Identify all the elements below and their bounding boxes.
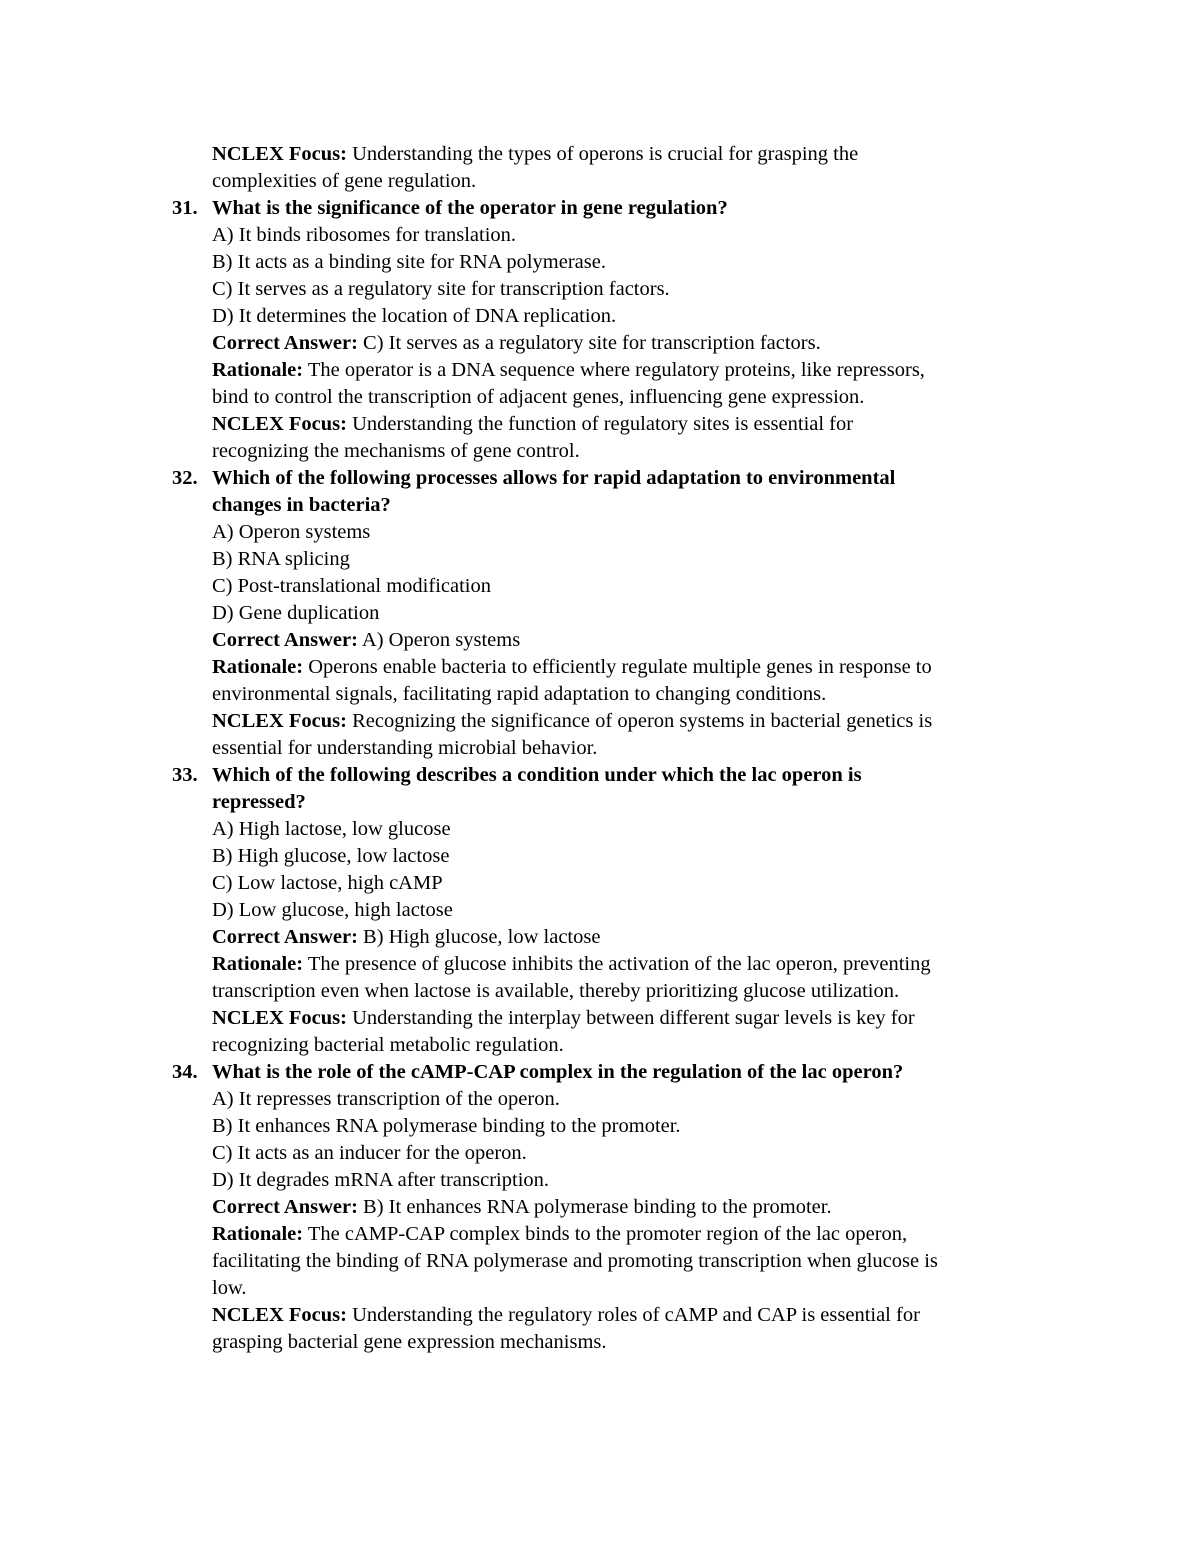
focus-text: recognizing bacterial metabolic regulation. — [212, 1034, 564, 1056]
rationale-text: bind to control the transcription of adjacent genes, influencing gene expression. — [212, 386, 865, 408]
option-c: C) It serves as a regulatory site for transcription factors. — [212, 278, 670, 300]
nclex-focus — [0, 411, 1200, 438]
focus-text: complexities of gene regulation. — [212, 170, 477, 192]
correct-answer — [0, 1194, 1200, 1221]
option-d: D) Low glucose, high lactose — [212, 899, 453, 921]
question-31 — [0, 195, 1200, 465]
correct-answer — [0, 924, 1200, 951]
focus-label: NCLEX Focus: — [212, 143, 347, 165]
intro-focus-line-2 — [0, 168, 1200, 195]
question-stem — [0, 1059, 1200, 1086]
rationale-text: The operator is a DNA sequence where regulatory proteins, like repressors, — [303, 359, 925, 381]
option-c: C) Post-translational modification — [212, 575, 491, 597]
rationale-text: Operons enable bacteria to efficiently regulate multiple genes in response to — [303, 656, 932, 678]
rationale-text: transcription even when lactose is available, thereby prioritizing glucose utilization. — [212, 980, 900, 1002]
question-text: What is the significance of the operator in gene regulation? — [212, 197, 728, 219]
nclex-focus — [0, 708, 1200, 735]
question-text: changes in bacteria? — [212, 494, 391, 516]
option-a: A) High lactose, low glucose — [212, 818, 451, 840]
answer-label: Correct Answer: — [212, 1196, 358, 1218]
option-b: B) High glucose, low lactose — [212, 845, 450, 867]
rationale — [0, 951, 1200, 978]
question-text: Which of the following describes a condition under which the lac operon is — [212, 764, 862, 786]
option-c: C) It acts as an inducer for the operon. — [212, 1142, 527, 1164]
rationale-text: environmental signals, facilitating rapid adaptation to changing conditions. — [212, 683, 827, 705]
rationale — [0, 1221, 1200, 1248]
focus-text: Understanding the interplay between different sugar levels is key for — [346, 1007, 915, 1029]
focus-text: Understanding the function of regulatory sites is essential for — [346, 413, 854, 435]
rationale-text: The cAMP-CAP complex binds to the promoter region of the lac operon, — [303, 1223, 908, 1245]
question-number: 33. — [172, 764, 198, 786]
answer-label: Correct Answer: — [212, 332, 358, 354]
question-34 — [0, 1059, 1200, 1356]
focus-text: Recognizing the significance of operon systems in bacterial genetics is — [346, 710, 933, 732]
focus-label: NCLEX Focus: — [212, 710, 347, 732]
answer-label: Correct Answer: — [212, 629, 358, 651]
focus-text: essential for understanding microbial behavior. — [212, 737, 598, 759]
question-number: 34. — [172, 1061, 198, 1083]
rationale-label: Rationale: — [212, 359, 304, 381]
correct-answer — [0, 330, 1200, 357]
question-text: Which of the following processes allows for rapid adaptation to environmental — [212, 467, 896, 489]
option-c: C) Low lactose, high cAMP — [212, 872, 443, 894]
rationale — [0, 654, 1200, 681]
option-b: B) RNA splicing — [212, 548, 350, 570]
option-a: A) It represses transcription of the operon. — [212, 1088, 560, 1110]
question-text: repressed? — [212, 791, 306, 813]
question-number: 32. — [172, 467, 198, 489]
focus-text: Understanding the types of operons is crucial for grasping the — [346, 143, 859, 165]
option-b: B) It enhances RNA polymerase binding to the promoter. — [212, 1115, 681, 1137]
rationale-text: The presence of glucose inhibits the activation of the lac operon, preventing — [303, 953, 931, 975]
answer-text: B) High glucose, low lactose — [357, 926, 601, 948]
option-a: A) It binds ribosomes for translation. — [212, 224, 517, 246]
question-32 — [0, 465, 1200, 762]
option-b: B) It acts as a binding site for RNA polymerase. — [212, 251, 606, 273]
answer-label: Correct Answer: — [212, 926, 358, 948]
focus-text: Understanding the regulatory roles of cAMP and CAP is essential for — [346, 1304, 920, 1326]
question-33 — [0, 762, 1200, 1059]
rationale-label: Rationale: — [212, 1223, 304, 1245]
question-number: 31. — [172, 197, 198, 219]
question-text: What is the role of the cAMP-CAP complex in the regulation of the lac operon? — [212, 1061, 904, 1083]
rationale-text: low. — [212, 1277, 247, 1299]
rationale-text: facilitating the binding of RNA polymerase and promoting transcription when glucose is — [212, 1250, 938, 1272]
focus-label: NCLEX Focus: — [212, 413, 347, 435]
correct-answer — [0, 627, 1200, 654]
question-stem — [0, 762, 1200, 789]
rationale — [0, 357, 1200, 384]
nclex-focus — [0, 1005, 1200, 1032]
focus-text: recognizing the mechanisms of gene control. — [212, 440, 580, 462]
question-stem — [0, 195, 1200, 222]
nclex-focus — [0, 1302, 1200, 1329]
option-d: D) It degrades mRNA after transcription. — [212, 1169, 550, 1191]
focus-label: NCLEX Focus: — [212, 1007, 347, 1029]
question-stem — [0, 465, 1200, 492]
answer-text: C) It serves as a regulatory site for transcription factors. — [357, 332, 821, 354]
answer-text: A) Operon systems — [357, 629, 521, 651]
option-a: A) Operon systems — [212, 521, 371, 543]
focus-label: NCLEX Focus: — [212, 1304, 347, 1326]
document-page — [0, 141, 1200, 1356]
rationale-label: Rationale: — [212, 953, 304, 975]
rationale-label: Rationale: — [212, 656, 304, 678]
option-d: D) Gene duplication — [212, 602, 380, 624]
intro-focus-line-1 — [0, 141, 1200, 168]
option-d: D) It determines the location of DNA replication. — [212, 305, 617, 327]
focus-text: grasping bacterial gene expression mechanisms. — [212, 1331, 607, 1353]
answer-text: B) It enhances RNA polymerase binding to the promoter. — [357, 1196, 832, 1218]
